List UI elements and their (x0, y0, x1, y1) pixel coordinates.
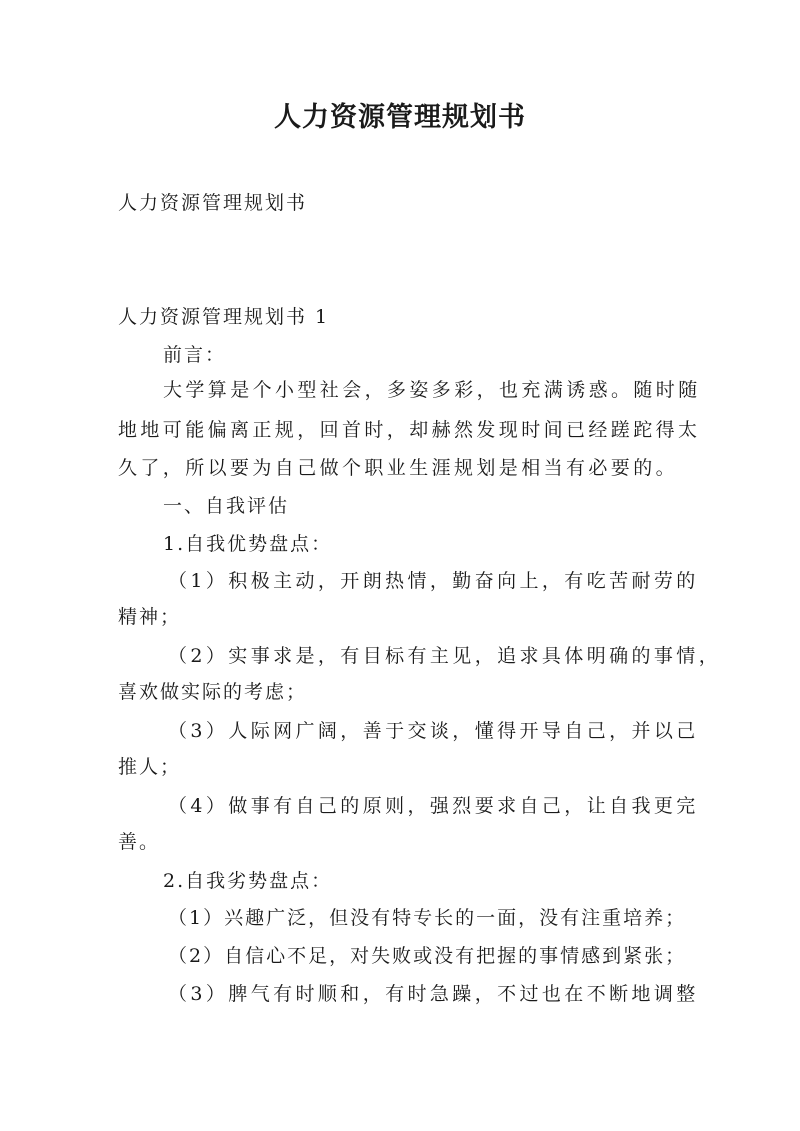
strength-line: 善。 (118, 831, 161, 853)
intro-line: 大学算是个小型社会，多姿多彩，也充满诱惑。随时随 (163, 379, 701, 401)
weakness-line: （2）自信心不足，对失败或没有把握的事情感到紧张； (168, 945, 687, 967)
intro-line: 久了，所以要为自己做个职业生涯规划是相当有必要的。 (118, 457, 679, 479)
strength-line: 喜欢做实际的考虑； (118, 681, 308, 703)
strength-line: 推人； (118, 756, 182, 778)
weakness-line: （1）兴趣广泛，但没有特专长的一面，没有注重培养； (168, 907, 687, 929)
strengths-heading: 1.自我优势盘点： (163, 533, 333, 555)
strength-line: （2）实事求是，有目标有主见，追求具体明确的事情， (168, 645, 722, 667)
strength-line: 精神； (118, 606, 182, 628)
weakness-line: （3）脾气有时顺和，有时急躁，不过也在不断地调整 (168, 983, 699, 1005)
strength-line: （1）积极主动，开朗热情，勤奋向上，有吃苦耐劳的 (168, 570, 699, 592)
strength-line: （4）做事有自己的原则，强烈要求自己，让自我更完 (168, 795, 699, 817)
weaknesses-heading: 2.自我劣势盘点： (163, 870, 333, 892)
document-title: 人力资源管理规划书 (274, 102, 526, 133)
intro-line: 地地可能偏离正规，回首时，却赫然发现时间已经蹉跎得太 (118, 419, 701, 441)
document-subtitle: 人力资源管理规划书 (118, 192, 308, 214)
section-heading: 人力资源管理规划书 1 (118, 306, 330, 328)
part1-heading: 一、自我评估 (163, 495, 290, 517)
preface-label: 前言： (163, 344, 227, 366)
strength-line: （3）人际网广阔，善于交谈，懂得开导自己，并以己 (168, 720, 699, 742)
